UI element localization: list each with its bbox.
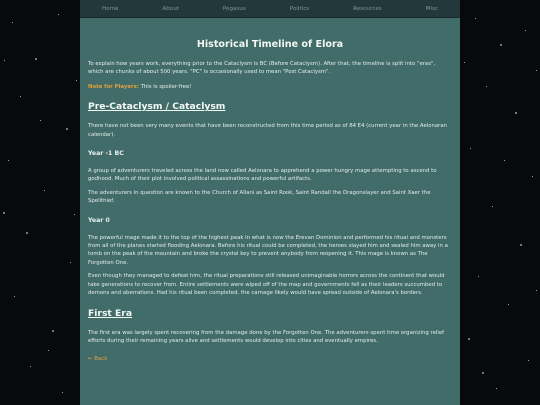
subheading-year-minus-1-bc: Year -1 BC (88, 150, 124, 158)
year-0-paragraph-2: Even though they managed to defeat him, the ritual preparations still released unimaginable horrors across the continent that would take generations to recover from. Entire settlements were wiped off of the map and governments fell as their leaders succumbed to demons and aberrations. Had his ritual been completed, the carnage likely would have spread outside of Aelonara's borders. (88, 273, 445, 297)
section-heading-pre-cataclysm: Pre-Cataclysm / Cataclysm (88, 101, 226, 113)
main-content-panel (80, 18, 460, 405)
year-minus-1-paragraph-1: A group of adventurers traveled across the land now called Aelonara to apprehend a power hungry mage attempting to ascend to godhood. Much of their plot involved political assassinations and powerful artifacts. (88, 168, 437, 183)
subheading-year-0: Year 0 (88, 216, 110, 224)
nav-link-about[interactable]: About (162, 5, 179, 12)
page-title: Historical Timeline of Elora (196, 39, 344, 50)
nav-link-politics[interactable]: Politics (289, 5, 310, 12)
top-navigation-bar (80, 0, 460, 18)
section-heading-first-era: First Era (88, 307, 133, 319)
nav-link-pegasus[interactable]: Pegasus (222, 5, 246, 12)
nav-link-home[interactable]: Home (101, 5, 119, 12)
spoiler-note-label: Note for Players: (88, 83, 139, 90)
year-0-paragraph-1: The powerful mage made it to the top of the highest peak in what is now the Erevan Dominion and performed his ritual and monsters from all of the planes started flooding Aelonara. Before his ritual could be completed, the heroes slayed him and sealed him away in a tomb on the peak of the mountain and broke the crystal key to prevent anybody from reopening it. This mage is known as The Forgotten One. (88, 234, 448, 266)
spoiler-note-text: This is spoiler-free! (138, 83, 192, 90)
year-minus-1-paragraph-2: The adventurers in question are known to the Church of Allani as Saint Rook, Saint Randall the Dragonslayer and Saint Xaer the Spellthief. (88, 189, 431, 205)
intro-paragraph: To explain how years work, everything prior to the Cataclysm is BC (Before Cataclysm). After that, the timeline is split into "eras", which are chunks of about 500 years. "PC" is occasionally used to mean "Post Cataclysm". (88, 61, 436, 76)
first-era-paragraph-1: The first era was largely spent recovering from the damage done by the Forgotten One. The adventurers spent time organizing relief efforts during their remaining years alive and settlements would develop into cities and eventually empires. (88, 329, 444, 344)
nav-link-misc[interactable]: Misc (425, 5, 439, 12)
spoiler-note (88, 83, 452, 91)
nav-link-resources[interactable]: Resources (353, 5, 382, 12)
pre-cataclysm-intro: There have not been very many events that have been reconstructed from this time period as of 84 E4 (current year in the Aelonaran calendar). (88, 123, 448, 138)
back-link[interactable]: ← Back (88, 356, 108, 363)
